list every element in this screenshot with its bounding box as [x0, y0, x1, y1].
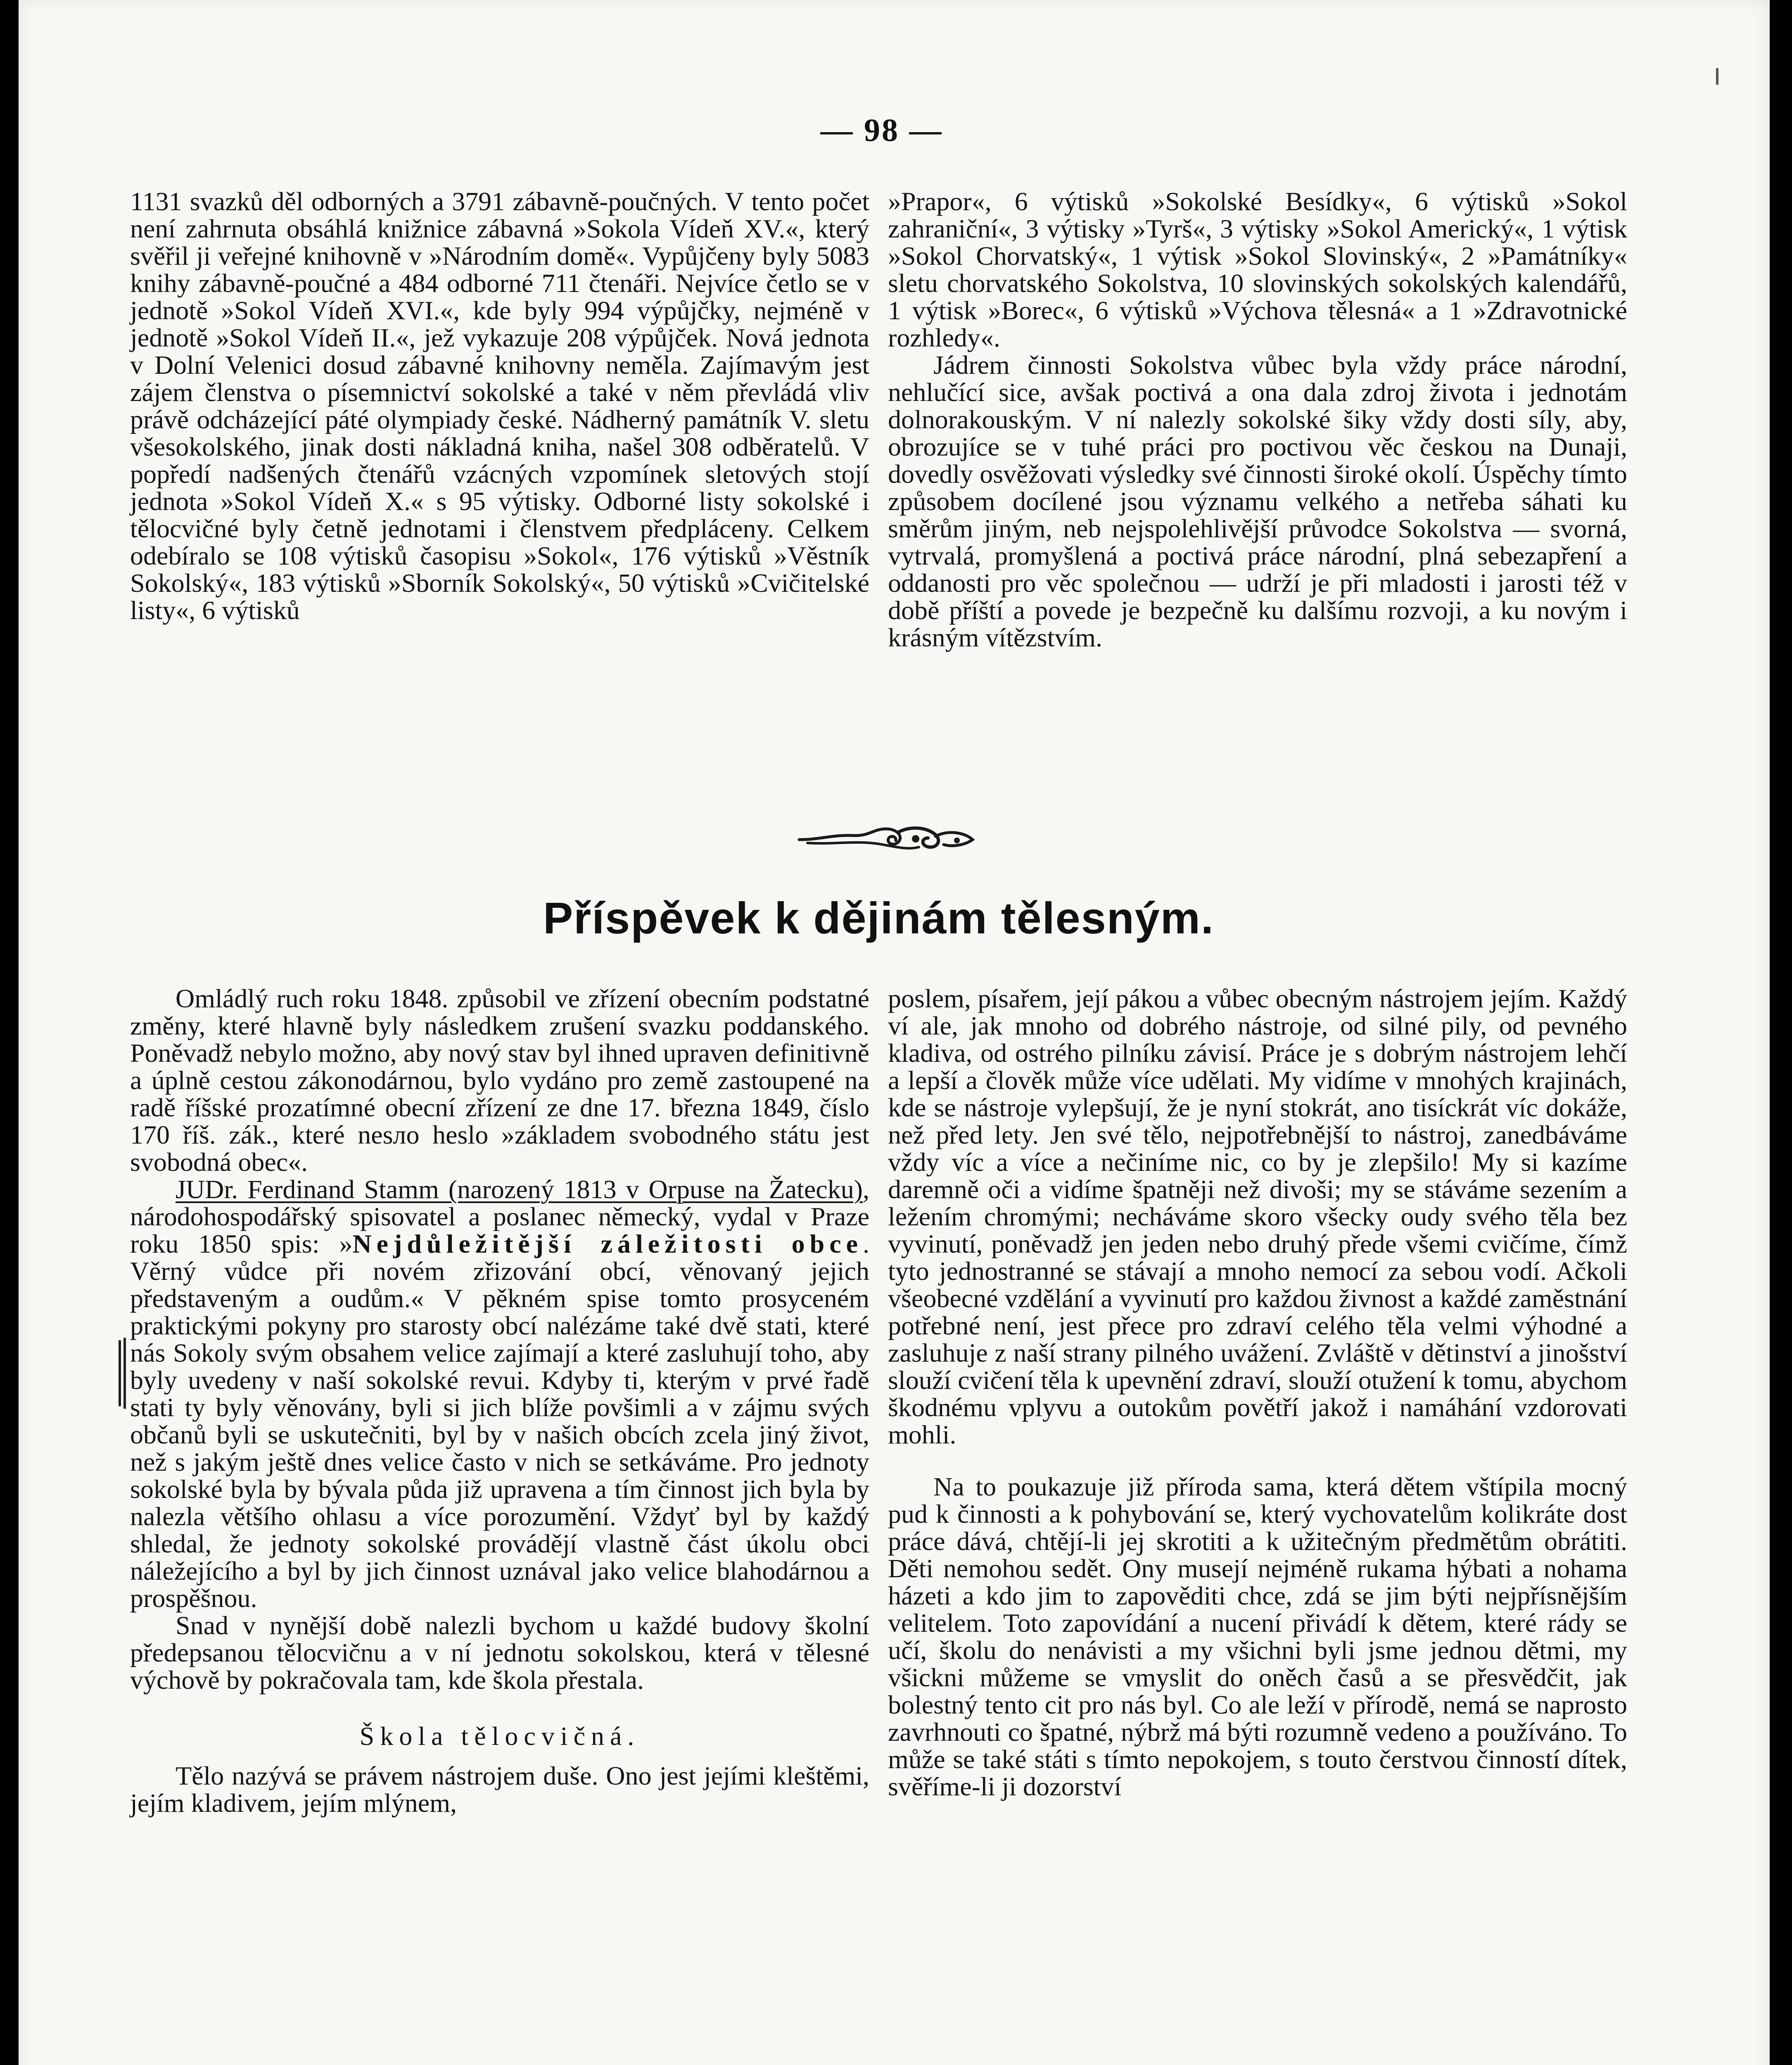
- paragraph: Jádrem činnosti Sokolstva vůbec byla vždy práce národní, nehlučící sice, avšak poctivá a ona dala zdroj života i jednotám dolnorakouským. V ní nalezly sokolské šiky vždy dosti síly, aby, obrozujíce se v tuhé práci pro poctivou věc českou na Dunaji, dovedly osvěžovati výsledky své činnosti široké okolí. Úspěchy tímto způsobem docílené jsou významu velkého a netřeba sáhati ku směrům jiným, neb nejspolehlivější průvodce Sokolstva — svorná, vytrvalá, promyšlená a poctivá práce národní, plná sebezapření a oddanosti pro věc společnou — udrží je při mladosti i jarosti též v době příští a povede je bezpečně ku dalšímu rozvoji, a ku novým i krásným vítězstvím.: [888, 350, 1627, 652]
- paragraph: »Prapor«, 6 výtisků »Sokolské Besídky«, 6 výtisků »Sokol zahraniční«, 3 výtisky »Tyrš«, 3 výtisky »Sokol Americký«, 1 výtisk »Sokol Chorvatský«, 1 výtisk »Sokol Slovinský«, 2 »Památníky« sletu chorvatského Sokolstva, 10 slovinských sokolských kalendářů, 1 výtisk »Borec«, 6 výtisků »Výchova tělesná« a 1 »Zdravotnické rozhledy«.: [888, 187, 1627, 352]
- scanned-page: [19, 0, 1770, 2065]
- top-right-column: [888, 188, 1627, 651]
- scan-mark: [1716, 68, 1718, 85]
- page-number: — 98 —: [820, 112, 943, 148]
- article-title: Příspěvek k dějinám tělesným.: [543, 893, 1214, 943]
- paragraph-text: . Věrný vůdce při novém zřizování obcí, věnovaný jejich představeným a oudům.« V pěkném spise tomto prosyceném praktickými pokyny pro starosty obcí nalézáme také dvě stati, které nás Sokoly svým obsahem velice zajímají a které zasluhují toho, aby byly uvedeny v naší sokolské revui. Kdyby ti, kterým v prvé řadě stati ty byly věnovány, byli si jich blíže povšimli a v zájmu svých občanů byli se uskutečniti, byl by v našich obcích zcela jiný život, než s jakým ještě dnes velice často v nich se setkáváme. Pro jednoty sokolské byla by bývala půda již upravena a tím činnost jich byla by nalezla většího ohlasu a více porozumění. Vždyť byl by každý shledal, že jednoty sokolské provádějí vlastně část úkolu obci náležejícího a byl by jich činnost uznával jako velice blahodárnou a prospěšnou.: [130, 1229, 870, 1613]
- section-heading: Škola tělocvičná.: [359, 1721, 640, 1751]
- author-name: JUDr. Ferdinand Stamm (narozený 1813 v Orpuse na Žatecku): [176, 1175, 863, 1204]
- bottom-left-column: [130, 985, 869, 1817]
- paragraph: poslem, písařem, její pákou a vůbec obecným nástrojem jejím. Každý ví ale, jak mnoho od dobrého nástroje, od silné pily, od pevného kladiva, od ostrého pilníku závisí. Práce je s dobrým nástrojem lehčí a lepší a člověk může více udělati. My vidíme v mnohých krajinách, kde se nástroje vylepšují, že je nyní stokrát, ano tisíckrát víc dokáže, než před lety. Jen své tělo, nejpotřebnější to nástroj, zanedbáváme vždy víc a více a nečiníme nic, co by je zlepšilo! My si kazíme daremně oči a vidíme špatněji než divoši; my se stáváme sezením a ležením chromými; necháváme skoro všecky oudy svého těla bez vyvinutí, poněvadž jen jeden nebo druhý přede všemi cvičíme, čímž tyto jednostranné se stávají a mnoho nemocí za sebou vodí. Ačkoli všeobecné vzdělání a vyvinutí pro každou živnost a každé zaměstnání potřebné není, jest přece pro zdraví celého těla velmi výhodné a zasluhuje z naší strany pilného uvážení. Zvláště v dětinství a jinošství slouží cvičení těla k upevnění zdraví, slouží otužení k tomu, abychom škodnému vplyvu a outokům povětří jakož i namáhání vzdorovati mohli.: [888, 984, 1627, 1449]
- paragraph: [130, 1176, 869, 1612]
- paragraph: 1131 svazků děl odborných a 3791 zábavně-poučných. V tento počet není zahrnuta obsáhlá knižnice zábavná »Sokola Vídeň XV.«, který svěřil ji veřejné knihovně v »Národním domě«. Vypůjčeny byly 5083 knihy zábavně-poučné a 484 odborné 711 čtenáři. Nejvíce četlo se v jednotě »Sokol Vídeň XVI.«, kde byly 994 výpůjčky, nejméně v jednotě »Sokol Vídeň II.«, jež vykazuje 208 výpůjček. Nová jednota v Dolní Velenici dosud zábavné knihovny neměla. Zajímavým jest zájem členstva o písemnictví sokolské a také v něm převládá vliv právě odcházející páté olympiady české. Nádherný památník V. sletu všesokolského, jinak dosti nákladná kniha, našel 308 odběratelů. V popředí nadšených čtenářů vzácných vzpomínek sletových stojí jednota »Sokol Vídeň X.« s 95 výtisky. Odborné listy sokolské i tělocvičné byly četně jednotami i členstvem předpláceny. Celkem odebíralo se 108 výtisků časopisu »Sokol«, 176 výtisků »Věstník Sokolský«, 183 výtisků »Sborník Sokolský«, 50 výtisků »Cvičitelské listy«, 6 výtisků: [130, 187, 869, 625]
- margin-bracket-mark: [116, 1336, 128, 1410]
- paragraph-text: , národohospodářský spisovatel a poslanec německý, vydal v Praze roku 1850 spis: »: [130, 1175, 869, 1258]
- top-left-column: [130, 188, 869, 624]
- book-title: Nejdůležitější záležitosti obce: [352, 1229, 863, 1258]
- ornament-divider-icon: [795, 820, 977, 857]
- paragraph: Omládlý ruch roku 1848. způsobil ve zřízení obecním podstatné změny, které hlavně byly následkem zrušení svazku poddanského. Poněvadž nebylo možno, aby nový stav byl ihned upraven definitivně a úplně cestou zákonodárnou, bylo vydáno pro země zastoupené na radě říšské prozatímné obecní zřízení ze dne 17. března 1849, číslo 170 říš. zák., které nesло heslo »základem svobodného státu jest svobodná obec«.: [130, 984, 869, 1177]
- bottom-right-column: [888, 985, 1627, 1800]
- paragraph: Snad v nynější době nalezli bychom u každé budovy školní předepsanou tělocvičnu a v ní jednotu sokolskou, která v tělesné výchově by pokračovala tam, kde škola přestala.: [130, 1611, 869, 1695]
- paragraph: Tělo nazývá se právem nástrojem duše. Ono jest jejími kleštěmi, jejím kladivem, jejím mlýnem,: [130, 1761, 869, 1818]
- paragraph: Na to poukazuje již příroda sama, která dětem vštípila mocný pud k činnosti a k pohybování se, který vychovatelům kolikráte dost práce dává, chtějí-li jej skrotiti a k užitečným předmětům obrátiti. Děti nemohou sedět. Ony musejí nejméně rukama hýbati a nohama házeti a kdo jim to zapověditi chce, zdá se jim býti nejpřísnějším velitelem. Toto zapovídání a nucení přivádí k dětem, které rády se učí, školu do nenávisti a my všichni byli jsme jednou dětmi, my všickni můžeme se vmyslit do oněch časů a se přesvědčit, jak bolestný tento cit pro nás byl. Co ale leží v přírodě, nemá se naprosto zavrhnouti co špatné, nýbrž má býti rozumně vedeno a používáno. To může se také státi s tímto nepokojem, s touto čerstvou činností dítek, svěříme-li ji dozorství: [888, 1472, 1627, 1801]
